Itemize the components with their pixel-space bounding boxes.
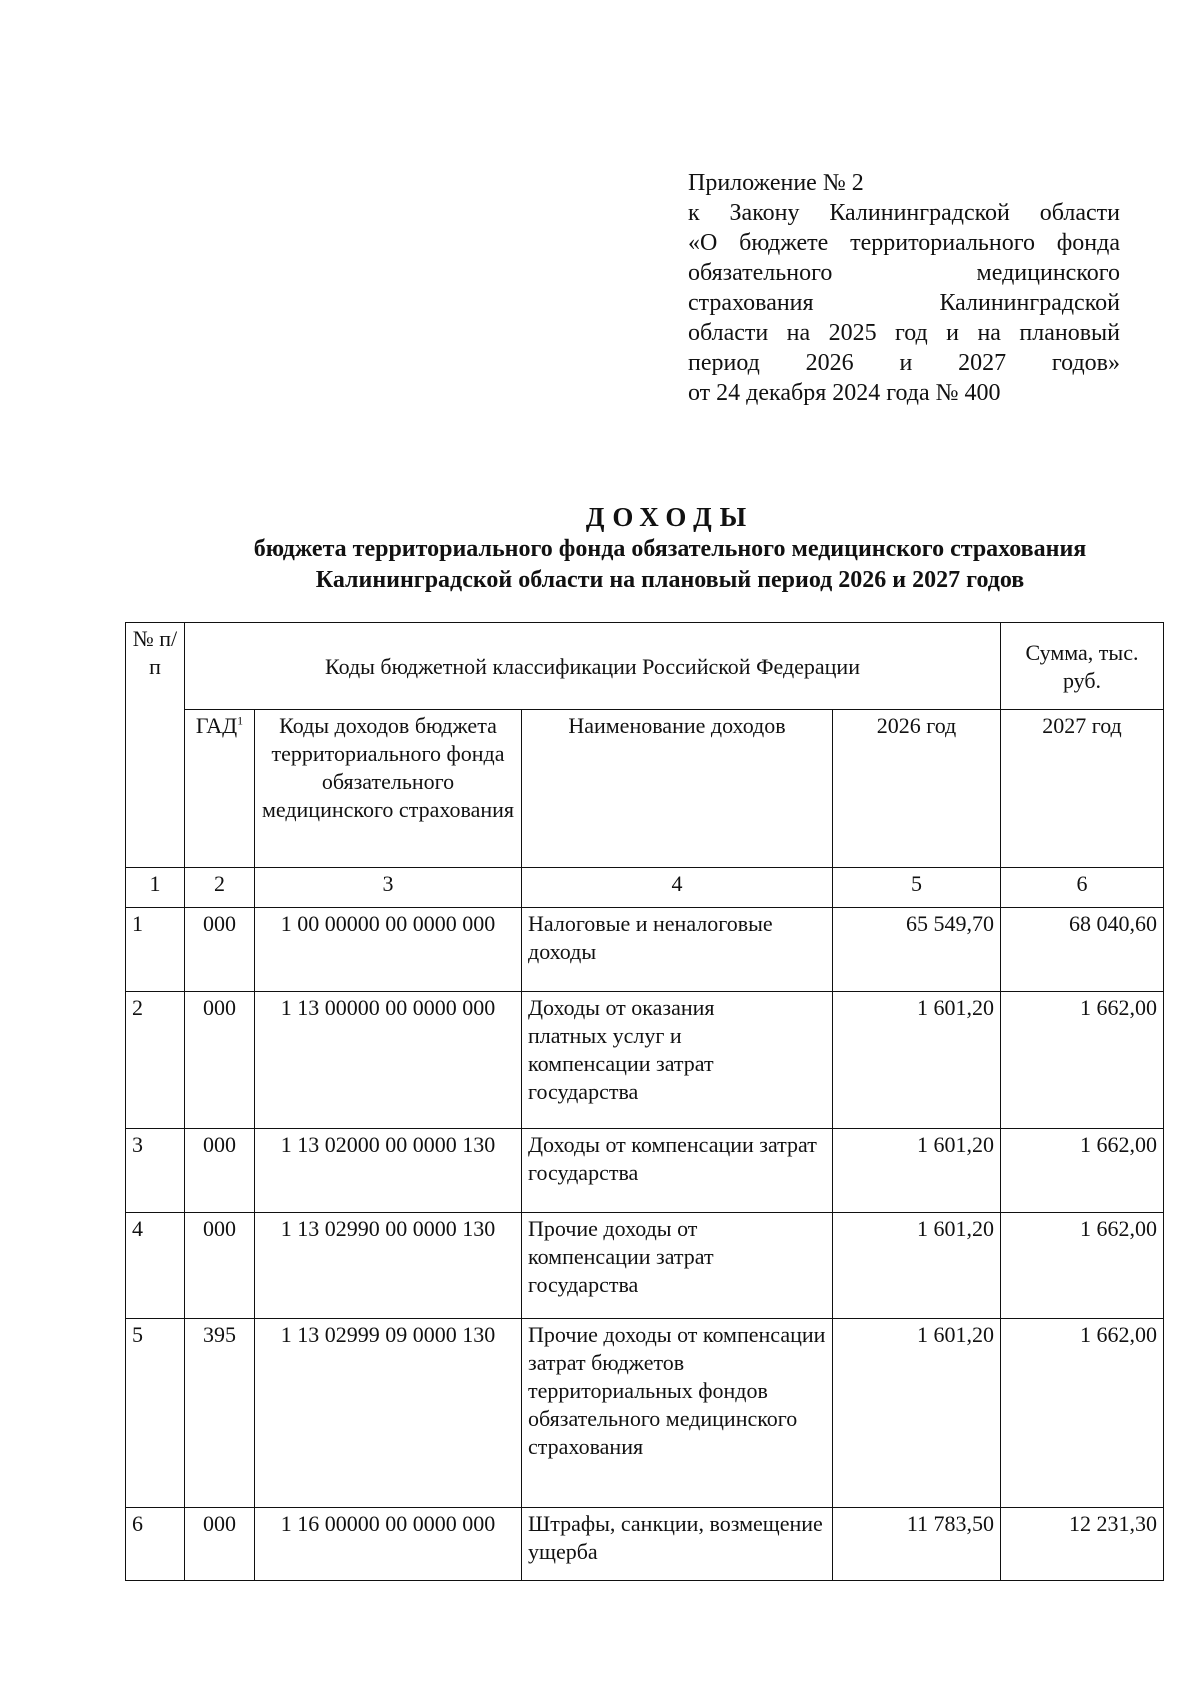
row-gad: 000 (185, 992, 255, 1129)
row-sum-2027: 12 231,30 (1001, 1508, 1164, 1581)
title-main: ДОХОДЫ (585, 502, 755, 532)
row-number: 6 (126, 1508, 185, 1581)
row-number: 4 (126, 1213, 185, 1319)
table-row (126, 1213, 1164, 1319)
row-sum-2027: 1 662,00 (1001, 992, 1164, 1129)
row-sum-2026: 65 549,70 (833, 908, 1001, 992)
row-sum-2026: 1 601,20 (833, 992, 1001, 1129)
row-gad: 000 (185, 1213, 255, 1319)
header-row-1 (126, 623, 1164, 710)
header-year-2026: 2026 год (833, 710, 1001, 868)
row-gad: 395 (185, 1319, 255, 1508)
row-number: 1 (126, 908, 185, 992)
row-gad: 000 (185, 1129, 255, 1213)
column-number-row (126, 868, 1164, 908)
col-number: 1 (126, 868, 185, 908)
row-name: Доходы от оказания платных услуг и компенсации затрат государства (522, 992, 833, 1129)
col-number: 3 (255, 868, 522, 908)
row-number: 5 (126, 1319, 185, 1508)
header-sum-group: Сумма, тыс. руб. (1001, 623, 1164, 710)
col-number: 2 (185, 868, 255, 908)
title-subtitle-line-1: бюджета территориального фонда обязательного медицинского страхования (253, 536, 1087, 562)
header-codes-group: Коды бюджетной классификации Российской Федерации (185, 623, 1001, 710)
title-subtitle-line-2: Калининградской области на плановый период 2026 и 2027 годов (315, 567, 1025, 593)
row-code: 1 13 02990 00 0000 130 (255, 1213, 522, 1319)
appendix-line-3: «О бюджете территориального фонда (688, 230, 1120, 256)
header-income-name: Наименование доходов (522, 710, 833, 868)
appendix-line-1: Приложение № 2 (688, 170, 864, 196)
row-name: Прочие доходы от компенсации затрат государства (522, 1213, 833, 1319)
row-gad: 000 (185, 908, 255, 992)
row-name: Налоговые и неналоговые доходы (522, 908, 833, 992)
header-income-codes: Коды доходов бюджета территориального фонда обязательного медицинского страхования (255, 710, 522, 868)
table-row (126, 1319, 1164, 1508)
appendix-line-8: от 24 декабря 2024 года № 400 (688, 380, 1001, 406)
header-row-2 (126, 710, 1164, 868)
appendix-line-6: области на 2025 год и на плановый (688, 320, 1120, 346)
appendix-line-7: период 2026 и 2027 годов» (688, 350, 1120, 376)
row-code: 1 13 02999 09 0000 130 (255, 1319, 522, 1508)
row-sum-2027: 68 040,60 (1001, 908, 1164, 992)
header-gad (185, 710, 255, 868)
row-name: Прочие доходы от компенсации затрат бюджетов территориальных фондов обязательного медицинского страхования (522, 1319, 833, 1508)
row-name: Доходы от компенсации затрат государства (522, 1129, 833, 1213)
appendix-header (688, 168, 1120, 408)
row-sum-2027: 1 662,00 (1001, 1319, 1164, 1508)
row-code: 1 13 00000 00 0000 000 (255, 992, 522, 1129)
row-code: 1 13 02000 00 0000 130 (255, 1129, 522, 1213)
col-number: 4 (522, 868, 833, 908)
row-sum-2026: 11 783,50 (833, 1508, 1001, 1581)
row-sum-2026: 1 601,20 (833, 1319, 1001, 1508)
col-number: 6 (1001, 868, 1164, 908)
row-name: Штрафы, санкции, возмещение ущерба (522, 1508, 833, 1581)
header-num: № п/п (126, 623, 185, 868)
header-year-2027: 2027 год (1001, 710, 1164, 868)
table-row (126, 992, 1164, 1129)
income-table (125, 622, 1164, 1581)
appendix-line-2: к Закону Калининградской области (688, 200, 1120, 226)
table-row (126, 1129, 1164, 1213)
row-sum-2027: 1 662,00 (1001, 1129, 1164, 1213)
row-code: 1 16 00000 00 0000 000 (255, 1508, 522, 1581)
row-sum-2026: 1 601,20 (833, 1129, 1001, 1213)
table-row (126, 1508, 1164, 1581)
row-sum-2026: 1 601,20 (833, 1213, 1001, 1319)
header-gad-label: ГАД (195, 713, 238, 738)
row-sum-2027: 1 662,00 (1001, 1213, 1164, 1319)
document-title (150, 500, 1190, 596)
appendix-line-4: обязательного медицинского (688, 260, 1120, 286)
row-gad: 000 (185, 1508, 255, 1581)
col-number: 5 (833, 868, 1001, 908)
appendix-line-5: страхования Калининградской (688, 290, 1120, 316)
row-number: 2 (126, 992, 185, 1129)
row-number: 3 (126, 1129, 185, 1213)
table-row (126, 908, 1164, 992)
header-gad-footnote: 1 (237, 713, 244, 728)
row-code: 1 00 00000 00 0000 000 (255, 908, 522, 992)
